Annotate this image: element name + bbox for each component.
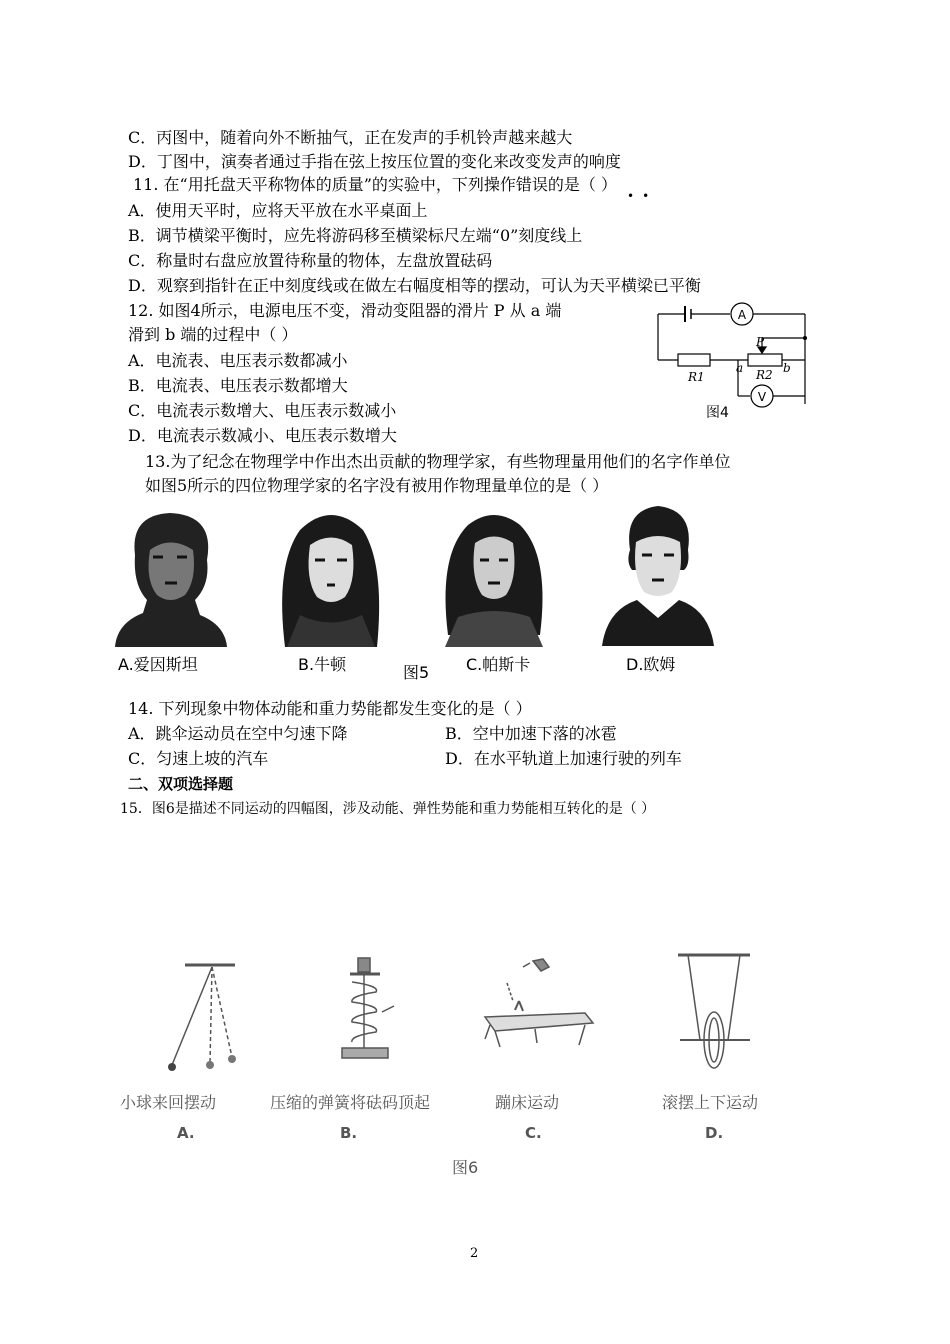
figure-6-label: 图6	[452, 1158, 479, 1177]
voltmeter-label: V	[757, 390, 767, 404]
ammeter-label: A	[737, 308, 747, 322]
q15-stem: 15．图6是描述不同运动的四幅图，涉及动能、弹性势能和重力势能相互转化的是（ ）	[120, 801, 656, 817]
q14-option-b: B．空中加速下落的冰雹	[445, 724, 617, 743]
fig6-letter-a: A.	[177, 1124, 195, 1142]
q10-option-d: D．丁图中，演奏者通过手指在弦上按压位置的变化来改变发声的响度	[128, 152, 621, 171]
fig5-caption-c: C.帕斯卡	[466, 655, 531, 674]
q12-option-c: C．电流表示数增大、电压表示数减小	[128, 401, 397, 420]
q12-option-b: B．电流表、电压表示数都增大	[128, 376, 348, 395]
fig6-letter-d: D.	[705, 1124, 724, 1142]
q12-stem-line1: 12. 如图4所示，电源电压不变，滑动变阻器的滑片 P 从 a 端	[128, 301, 562, 320]
r1-label: R1	[688, 370, 705, 384]
fig6-trampoline	[475, 955, 595, 1065]
q12-stem-line2: 滑到 b 端的过程中（ ）	[128, 325, 298, 344]
portrait-newton	[275, 505, 387, 651]
q14-option-a: A．跳伞运动员在空中匀速下降	[128, 724, 348, 743]
q14-option-c: C．匀速上坡的汽车	[128, 749, 269, 768]
figure-5-label: 图5	[403, 663, 430, 682]
r2-label: R2	[756, 368, 773, 382]
slider-p-label: P	[756, 335, 765, 349]
fig6-letter-b: B.	[340, 1124, 358, 1142]
fig6-letter-c: C.	[525, 1124, 542, 1142]
q11-stem: 11. 在“用托盘天平称物体的质量”的实验中，下列操作错误的是（ ）	[133, 175, 617, 194]
section-2-heading: 二、双项选择题	[128, 775, 234, 793]
fig6-spring	[330, 950, 400, 1065]
fig5-caption-a: A.爱因斯坦	[118, 655, 198, 674]
fig6-caption-c: 蹦床运动	[495, 1093, 560, 1112]
q11-option-c: C．称量时右盘应放置待称量的物体，左盘放置砝码	[128, 251, 493, 270]
q14-option-d: D．在水平轨道上加速行驶的列车	[445, 749, 682, 768]
q14-stem: 14. 下列现象中物体动能和重力势能都发生变化的是（ ）	[128, 699, 532, 718]
q11-option-d: D．观察到指针在正中刻度线或在做左右幅度相等的摆动，可认为天平横梁已平衡	[128, 276, 701, 295]
page-number: 2	[470, 1246, 479, 1261]
q13-stem-line2: 如图5所示的四位物理学家的名字没有被用作物理量单位的是（ ）	[145, 476, 609, 495]
figure-4-label: 图4	[706, 405, 729, 421]
fig6-caption-d: 滚摆上下运动	[662, 1093, 759, 1112]
emphasis-dots: ••	[627, 189, 658, 203]
portrait-pascal	[438, 505, 550, 651]
fig6-pendulum	[150, 945, 240, 1080]
fig6-caption-b: 压缩的弹簧将砝码顶起	[270, 1093, 431, 1112]
portrait-einstein	[115, 505, 227, 651]
figure-4-circuit	[650, 298, 820, 428]
portrait-ohm	[602, 500, 714, 650]
terminal-b-label: b	[783, 361, 791, 375]
fig6-caption-a: 小球来回摆动	[120, 1093, 217, 1112]
q10-option-c: C．丙图中，随着向外不断抽气，正在发声的手机铃声越来越大	[128, 128, 573, 147]
q11-option-a: A．使用天平时，应将天平放在水平桌面上	[128, 201, 428, 220]
q11-option-b: B．调节横梁平衡时，应先将游码移至横梁标尺左端“0”刻度线上	[128, 226, 583, 245]
fig6-maxwell-wheel	[670, 945, 760, 1070]
q12-option-a: A．电流表、电压表示数都减小	[128, 351, 348, 370]
fig5-caption-d: D.欧姆	[626, 655, 676, 674]
q12-option-d: D．电流表示数减小、电压表示数增大	[128, 426, 397, 445]
q13-stem-line1: 13.为了纪念在物理学中作出杰出贡献的物理学家，有些物理量用他们的名字作单位	[145, 452, 731, 471]
fig5-caption-b: B.牛顿	[298, 655, 347, 674]
terminal-a-label: a	[736, 361, 744, 375]
